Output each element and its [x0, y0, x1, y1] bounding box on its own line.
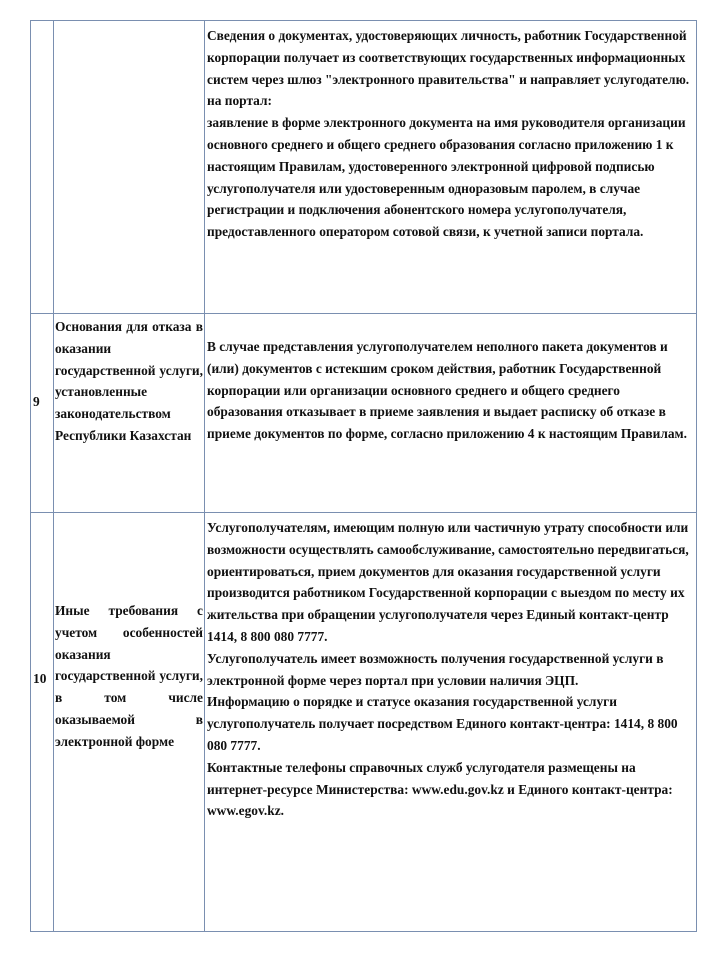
row-name-cell: [54, 21, 205, 314]
row-name: Иные требования с учетом особенностей оказания государственной услуги, в том числе оказываемой в электронной форме: [55, 603, 203, 749]
row-description-cell: [205, 314, 697, 513]
description-paragraph: В случае представления услугополучателем неполного пакета документов и (или) документов с истекшим сроком действия, работник Государственной корпорации или организации основного среднего и общего среднего образования отказывает в приеме заявления и выдает расписку об отказе в приеме документов по форме, согласно приложению 4 к настоящим Правилам.: [207, 339, 687, 442]
table-row: [31, 513, 697, 932]
row-name-cell: [54, 314, 205, 513]
description-paragraph: Контактные телефоны справочных служб услугодателя размещены на интернет-ресурсе Министерства: www.edu.gov.kz и Единого контакт-центра: www.egov.kz.: [207, 759, 673, 819]
description-paragraph: Сведения о документах, удостоверяющих личность, работник Государственной корпорации получает из соответствующих государственных информационных систем через шлюз "электронного правительства" и направляет услугодателю.: [207, 28, 690, 87]
description-paragraph: заявление в форме электронного документа на имя руководителя организации основного среднего и общего среднего образования согласно приложению 1 к настоящим Правилам, удостоверенного электронной цифровой подписью услугополучателя или удостоверенным одноразовым паролем, в случае регистрации и подключения абонентского номера услугополучателя, предоставленного оператором сотовой связи, к учетной записи портала.: [207, 115, 686, 240]
row-name-cell: [54, 513, 205, 932]
row-number: 9: [33, 394, 40, 409]
row-number-cell: [31, 21, 54, 314]
description-paragraph: Услугополучатель имеет возможность получения государственной услуги в электронной форме через портал при условии наличия ЭЦП.: [207, 650, 664, 688]
description-paragraph: Услугополучателям, имеющим полную или частичную утрату способности или возможности осуществлять самообслуживание, самостоятельно передвигаться, ориентироваться, прием документов для оказания государственной услуги производится работником Государственной корпорации с выездом по месту их жительства при обращении услугополучателя через Единый контакт-центр 1414, 8 800 080 7777.: [207, 520, 689, 644]
description-paragraph: на портал:: [207, 93, 272, 109]
requirements-table: [30, 20, 697, 932]
row-description-cell: [205, 21, 697, 314]
row-number-cell: [31, 314, 54, 513]
table-row: [31, 314, 697, 513]
row-name: Основания для отказа в оказании государственной услуги, установленные законодательством Республики Казахстан: [55, 319, 203, 443]
row-description-cell: [205, 513, 697, 932]
table-row: [31, 21, 697, 314]
description-paragraph: Информацию о порядке и статусе оказания государственной услуги услугополучатель получает посредством Единого контакт-центра: 1414, 8 800 080 7777.: [207, 694, 678, 753]
row-number: 10: [33, 671, 47, 686]
row-number-cell: [31, 513, 54, 932]
